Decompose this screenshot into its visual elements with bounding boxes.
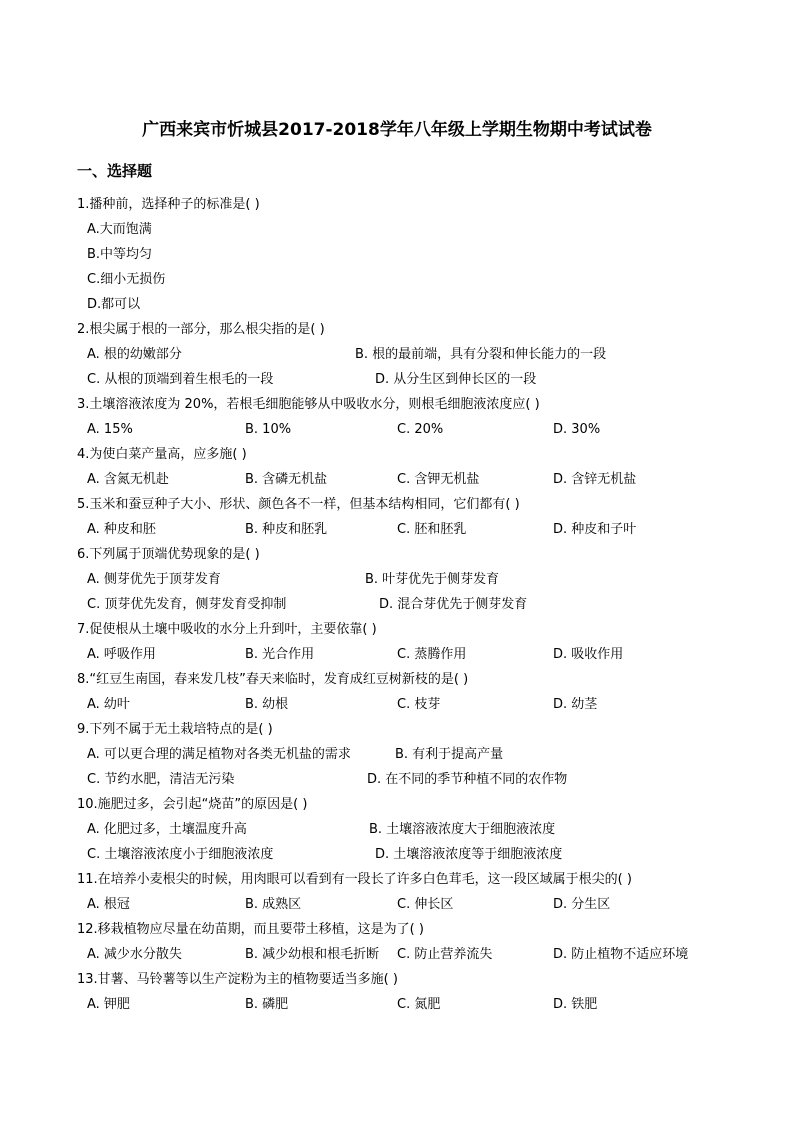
answer-option: B. 叶芽优先于侧芽发育 xyxy=(365,572,500,587)
question-stem: 10.施肥过多，会引起“烧苗”的原因是( ) xyxy=(77,797,308,812)
option-row xyxy=(77,942,717,967)
answer-option: A. 含氮无机赴 xyxy=(87,472,169,487)
answer-option: D.都可以 xyxy=(87,297,141,312)
question-item xyxy=(77,667,717,717)
option-row xyxy=(77,642,717,667)
answer-option: A. 幼叶 xyxy=(87,697,130,712)
question-item xyxy=(77,917,717,967)
option-row xyxy=(77,567,717,592)
answer-option: A. 钾肥 xyxy=(87,997,130,1012)
answer-option: D. 从分生区到伸长区的一段 xyxy=(375,372,537,387)
question-item xyxy=(77,867,717,917)
answer-option: B. 成熟区 xyxy=(245,897,302,912)
option-row xyxy=(77,817,717,842)
question-stem: 5.玉米和蚕豆种子大小、形状、颜色各不一样，但基本结构相同，它们都有( ) xyxy=(77,497,520,512)
answer-option: D. 防止植物不适应环境 xyxy=(553,947,689,962)
answer-option: A. 化肥过多，土壤温度升高 xyxy=(87,822,247,837)
section-heading: 一、选择题 xyxy=(77,162,153,180)
question-item xyxy=(77,967,717,1017)
answer-option: D. 混合芽优先于侧芽发育 xyxy=(379,597,528,612)
question-stem: 2.根尖属于根的一部分，那么根尖指的是( ) xyxy=(77,322,325,337)
answer-option: D. 幼茎 xyxy=(553,697,598,712)
question-item xyxy=(77,542,717,617)
answer-option: A. 15% xyxy=(87,422,133,437)
answer-option: C. 枝芽 xyxy=(397,697,441,712)
answer-option: B. 光合作用 xyxy=(245,647,315,662)
answer-option: A. 可以更合理的满足植物对各类无机盐的需求 xyxy=(87,747,351,762)
question-item xyxy=(77,492,717,542)
answer-option: D. 土壤溶液浓度等于细胞液浓度 xyxy=(375,847,563,862)
question-stem: 11.在培养小麦根尖的时候，用肉眼可以看到有一段长了许多白色茸毛，这一段区域属于根尖的( ) xyxy=(77,872,632,887)
answer-option: B. 有利于提高产量 xyxy=(395,747,504,762)
option-row xyxy=(77,742,717,767)
answer-option: C. 防止营养流失 xyxy=(397,947,493,962)
question-stem: 9.下列不属于无土栽培特点的是( ) xyxy=(77,722,273,737)
answer-option: D. 在不同的季节种植不同的农作物 xyxy=(367,772,568,787)
answer-option: B. 幼根 xyxy=(245,697,289,712)
option-row xyxy=(77,592,717,617)
option-row xyxy=(77,767,717,792)
answer-option: C. 顶芽优先发育，侧芽发育受抑制 xyxy=(87,597,287,612)
answer-option: C. 节约水肥，清洁无污染 xyxy=(87,772,235,787)
option-row xyxy=(77,467,717,492)
question-stem: 1.播种前，选择种子的标准是( ) xyxy=(77,197,260,212)
answer-option: A. 根的幼嫩部分 xyxy=(87,347,182,362)
option-row xyxy=(77,892,717,917)
answer-option: D. 30% xyxy=(553,422,601,437)
answer-option: B. 磷肥 xyxy=(245,997,289,1012)
option-row xyxy=(77,692,717,717)
option-row xyxy=(77,417,717,442)
answer-option: B. 根的最前端，具有分裂和伸长能力的一段 xyxy=(355,347,607,362)
answer-option: B. 土壤溶液浓度大于细胞液浓度 xyxy=(369,822,556,837)
answer-option: D. 含锌无机盐 xyxy=(553,472,637,487)
answer-option: A. 侧芽优先于顶芽发育 xyxy=(87,572,221,587)
answer-option: C. 胚和胚乳 xyxy=(397,522,467,537)
answer-option: D. 分生区 xyxy=(553,897,611,912)
answer-option: A. 减少水分散失 xyxy=(87,947,182,962)
question-stem: 3.土壤溶液浓度为 20%，若根毛细胞能够从中吸收水分，则根毛细胞液浓度应( ) xyxy=(77,397,540,412)
answer-option: C. 20% xyxy=(397,422,444,437)
question-item xyxy=(77,717,717,792)
question-item xyxy=(77,442,717,492)
answer-option: C. 土壤溶液浓度小于细胞液浓度 xyxy=(87,847,274,862)
option-row xyxy=(77,517,717,542)
question-stem: 12.移栽植物应尽量在幼苗期，而且要带土移植，这是为了( ) xyxy=(77,922,424,937)
answer-option: B.中等均匀 xyxy=(87,247,153,262)
answer-option: C. 含钾无机盐 xyxy=(397,472,480,487)
question-stem: 7.促使根从土壤中吸收的水分上升到叶，主要依靠( ) xyxy=(77,622,377,637)
answer-option: D. 种皮和子叶 xyxy=(553,522,637,537)
option-row xyxy=(77,342,717,367)
question-stem: 8.“红豆生南国，春来发几枝”春天来临时，发育成红豆树新枝的是( ) xyxy=(77,672,469,687)
answer-option: C. 蒸腾作用 xyxy=(397,647,467,662)
answer-option: C. 从根的顶端到着生根毛的一段 xyxy=(87,372,274,387)
answer-option: A. 种皮和胚 xyxy=(87,522,156,537)
answer-option: C. 伸长区 xyxy=(397,897,454,912)
answer-option: C. 氮肥 xyxy=(397,997,441,1012)
option-list xyxy=(77,217,717,317)
answer-option: C.细小无损伤 xyxy=(87,272,166,287)
page-title: 广西来宾市忻城县2017-2018学年八年级上学期生物期中考试试卷 xyxy=(142,120,652,140)
option-row xyxy=(77,842,717,867)
option-row xyxy=(77,367,717,392)
answer-option: B. 减少幼根和根毛折断 xyxy=(245,947,380,962)
question-stem: 4.为使白菜产量高，应多施( ) xyxy=(77,447,247,462)
question-item xyxy=(77,792,717,867)
question-item xyxy=(77,617,717,667)
answer-option: D. 吸收作用 xyxy=(553,647,624,662)
answer-option: A. 根冠 xyxy=(87,897,130,912)
option-row xyxy=(77,992,717,1017)
answer-option: B. 含磷无机盐 xyxy=(245,472,328,487)
answer-option: D. 铁肥 xyxy=(553,997,598,1012)
answer-option: B. 种皮和胚乳 xyxy=(245,522,328,537)
question-stem: 13.甘薯、马铃薯等以生产淀粉为主的植物要适当多施( ) xyxy=(77,972,398,987)
question-list xyxy=(77,192,717,1017)
question-stem: 6.下列属于顶端优势现象的是( ) xyxy=(77,547,260,562)
answer-option: B. 10% xyxy=(245,422,292,437)
answer-option: A. 呼吸作用 xyxy=(87,647,156,662)
answer-option: A.大而饱满 xyxy=(87,222,152,237)
question-item xyxy=(77,317,717,392)
question-item xyxy=(77,392,717,442)
question-item xyxy=(77,192,717,317)
